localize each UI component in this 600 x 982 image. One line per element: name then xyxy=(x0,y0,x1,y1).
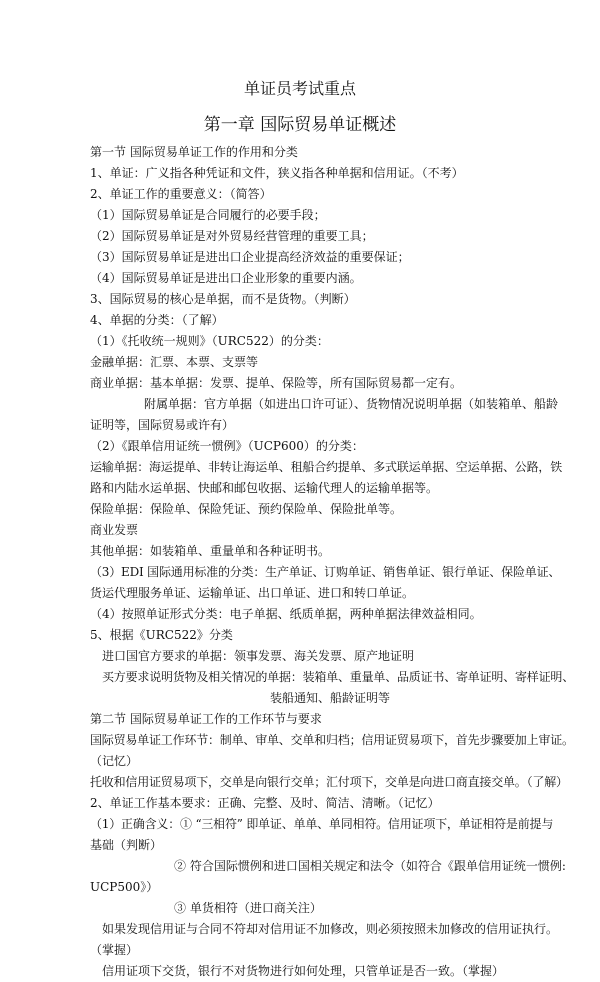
body-line: 装船通知、船龄证明等 xyxy=(270,691,391,705)
body-line: 买方要求说明货物及相关情况的单据：装箱单、重量单、品质证书、寄单证明、寄样证明、 xyxy=(102,670,575,684)
body-line: 货运代理服务单证、运输单证、出口单证、进口和转口单证。 xyxy=(90,586,415,600)
body-line: （掌握） xyxy=(90,943,139,957)
body-line: 其他单据：如装箱单、重量单和各种证明书。 xyxy=(90,544,331,558)
chapter-title: 第一章 国际贸易单证概述 xyxy=(203,115,397,135)
section-heading: 第二节 国际贸易单证工作的工作环节与要求 xyxy=(90,712,322,726)
body-line: ③ 单货相符（进口商关注） xyxy=(174,901,322,915)
body-line: （1）《托收统一规则》（URC522）的分类： xyxy=(90,334,329,348)
body-line: 运输单据：海运提单、非转让海运单、租船合约提单、多式联运单据、空运单据、公路，铁 xyxy=(90,460,563,474)
body-line: 商业单据：基本单据：发票、提单、保险等，所有国际贸易都一定有。 xyxy=(90,376,463,390)
body-line: ② 符合国际惯例和进口国相关规定和法令（如符合《跟单信用证统一惯例: xyxy=(174,859,566,873)
body-line: （2）《跟单信用证统一惯例》（UCP600）的分类： xyxy=(90,439,364,453)
document-body xyxy=(90,142,575,982)
body-line: 进口国官方要求的单据：领事发票、海关发票、原产地证明 xyxy=(102,649,415,663)
body-line: 附属单据：官方单据（如进出口许可证）、货物情况说明单据（如装箱单、船龄 xyxy=(144,397,559,411)
body-line: （3）国际贸易单证是进出口企业提高经济效益的重要保证； xyxy=(90,250,410,264)
body-line: 保险单据：保险单、保险凭证、预约保险单、保险批单等。 xyxy=(90,502,403,516)
body-line: 3、国际贸易的核心是单据，而不是货物。（判断） xyxy=(90,292,356,306)
body-line: 金融单据：汇票、本票、支票等 xyxy=(90,355,259,369)
body-line: 路和内陆水运单据、快邮和邮包收据、运输代理人的运输单据等。 xyxy=(90,481,439,495)
document-title: 单证员考试重点 xyxy=(243,79,356,98)
body-line: UCP500》） xyxy=(90,880,159,894)
body-line: 1、单证：广义指各种凭证和文件，狭义指各种单据和信用证。（不考） xyxy=(90,166,464,180)
body-line: 信用证项下交货，银行不对货物进行如何处理，只管单证是否一致。（掌握） xyxy=(102,964,505,978)
body-line: 2、单证工作的重要意义：（简答） xyxy=(90,187,272,201)
body-line: （记忆） xyxy=(90,754,139,768)
body-line: 如果发现信用证与合同不符却对信用证不加修改，则必须按照未加修改的信用证执行。 xyxy=(102,922,559,936)
body-line: 4、单据的分类：（了解） xyxy=(90,313,224,327)
body-line: （4）国际贸易单证是进出口企业形象的重要内涵。 xyxy=(90,271,362,285)
body-line: （2）国际贸易单证是对外贸易经营管理的重要工具； xyxy=(90,229,374,243)
body-line: 5、根据《URC522》分类 xyxy=(90,628,233,642)
body-line: 证明等，国际贸易或许有） xyxy=(90,418,235,432)
body-line: 商业发票 xyxy=(90,523,139,537)
body-line: （1）国际贸易单证是合同履行的必要手段； xyxy=(90,208,326,222)
body-line: 2、单证工作基本要求：正确、完整、及时、简洁、清晰。（记忆） xyxy=(90,796,440,810)
body-line: 基础（判断） xyxy=(90,838,163,852)
body-line: 国际贸易单证工作环节：制单、审单、交单和归档；信用证贸易项下，首先步骤要加上审证。 xyxy=(90,733,574,747)
section-heading: 第一节 国际贸易单证工作的作用和分类 xyxy=(90,145,298,159)
body-line: （1）正确含义：① “三相符” 即单证、单单、单同相符。信用证项下，单证相符是前提与 xyxy=(90,817,554,831)
body-line: （3）EDI 国际通用标准的分类：生产单证、订购单证、销售单证、银行单证、保险单证、 xyxy=(90,565,561,579)
body-line: 托收和信用证贸易项下，交单是向银行交单；汇付项下，交单是向进口商直接交单。（了解） xyxy=(90,775,568,789)
body-line: （4）按照单证形式分类：电子单据、纸质单据，两种单据法律效益相同。 xyxy=(90,607,482,621)
